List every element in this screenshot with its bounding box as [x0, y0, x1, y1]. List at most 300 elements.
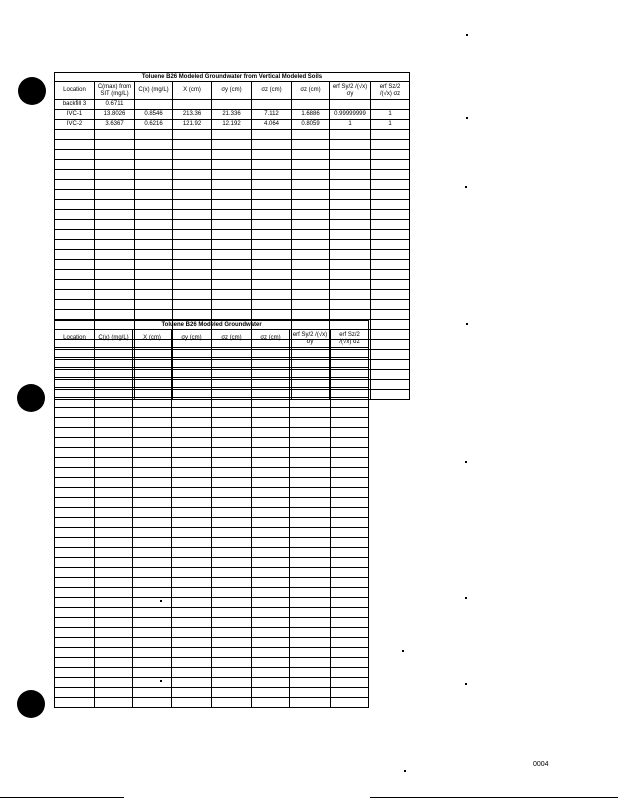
table-cell-empty: [290, 688, 331, 698]
table-cell-empty: [252, 628, 290, 638]
table-cell-empty: [330, 260, 371, 270]
table-cell-empty: [290, 588, 331, 598]
table-cell-empty: [252, 250, 292, 260]
table-cell-empty: [212, 170, 252, 180]
table-cell-empty: [371, 230, 410, 240]
table-cell-empty: [55, 518, 95, 528]
table-cell-empty: [330, 250, 371, 260]
table-cell-empty: [292, 310, 330, 320]
table-cell-empty: [95, 478, 133, 488]
table-cell-empty: [212, 250, 252, 260]
table-cell-empty: [95, 220, 135, 230]
table-cell-empty: [95, 528, 133, 538]
table-cell-empty: [173, 250, 212, 260]
table-cell-empty: [55, 418, 95, 428]
table-cell: 1: [330, 120, 371, 130]
table-row-empty: [55, 498, 369, 508]
table-cell-empty: [252, 290, 292, 300]
table-cell-empty: [95, 608, 133, 618]
table-cell-empty: [292, 140, 330, 150]
scan-speck: [160, 680, 162, 682]
table-cell-empty: [173, 130, 212, 140]
table-cell-empty: [371, 170, 410, 180]
table-cell-empty: [95, 160, 135, 170]
table-row-empty: [55, 280, 410, 290]
table-cell-empty: [290, 698, 331, 708]
table-cell-empty: [172, 628, 212, 638]
table-cell-empty: [292, 300, 330, 310]
table-cell-empty: [133, 588, 172, 598]
table-cell-empty: [172, 448, 212, 458]
table-row-empty: [55, 368, 369, 378]
table-cell-empty: [172, 538, 212, 548]
table-cell-empty: [172, 488, 212, 498]
table-cell-empty: [95, 538, 133, 548]
table-cell-empty: [212, 508, 252, 518]
table-cell-empty: [172, 688, 212, 698]
table2-header: σy (cm): [172, 330, 212, 348]
table-cell-empty: [55, 658, 95, 668]
table-cell-empty: [55, 698, 95, 708]
table-cell-empty: [135, 230, 173, 240]
page-number: 0004: [533, 761, 549, 768]
table-cell-empty: [172, 608, 212, 618]
table-cell-empty: [252, 558, 290, 568]
table-cell-empty: [212, 598, 252, 608]
table-cell-empty: [133, 678, 172, 688]
table-cell-empty: [330, 270, 371, 280]
table-cell-empty: [371, 280, 410, 290]
table-cell-empty: [290, 548, 331, 558]
table-cell-empty: [172, 428, 212, 438]
table-cell-empty: [331, 648, 369, 658]
table-cell-empty: [55, 458, 95, 468]
table-cell-empty: [212, 358, 252, 368]
table-cell-empty: [95, 368, 133, 378]
table-row-empty: [55, 468, 369, 478]
table-cell-empty: [371, 130, 410, 140]
table-cell-empty: [290, 598, 331, 608]
table-cell-empty: [290, 458, 331, 468]
table-cell-empty: [55, 578, 95, 588]
table-cell-empty: [212, 698, 252, 708]
table2-title: Toluene B26 Modeled Groundwater: [55, 321, 369, 330]
table-cell-empty: [133, 568, 172, 578]
table-cell-empty: [212, 398, 252, 408]
table-cell-empty: [292, 200, 330, 210]
table-row-empty: [55, 648, 369, 658]
table-cell-empty: [133, 538, 172, 548]
table-cell-empty: [252, 678, 290, 688]
table-cell-empty: [330, 200, 371, 210]
table-cell-empty: [330, 150, 371, 160]
table-cell-empty: [55, 250, 95, 260]
table2-header: erf Sy/2 /(√x) σy: [290, 330, 331, 348]
table-row-empty: [55, 558, 369, 568]
table-cell-empty: [55, 628, 95, 638]
table-cell-empty: [212, 280, 252, 290]
table-cell-empty: [330, 220, 371, 230]
table-cell: 13.8026: [95, 110, 135, 120]
table-cell-empty: [252, 648, 290, 658]
table-cell-empty: [173, 310, 212, 320]
table-cell: 121.92: [173, 120, 212, 130]
table-cell-empty: [55, 348, 95, 358]
table1-header: X (cm): [173, 82, 212, 100]
table-cell-empty: [133, 438, 172, 448]
table-cell-empty: [133, 488, 172, 498]
table-cell-empty: [252, 170, 292, 180]
table-row-empty: [55, 508, 369, 518]
table-cell-empty: [172, 528, 212, 538]
table-cell-empty: [212, 160, 252, 170]
table-cell-empty: [95, 150, 135, 160]
table-cell-empty: [55, 220, 95, 230]
table-cell-empty: [133, 518, 172, 528]
table-cell-empty: [212, 180, 252, 190]
table-cell-empty: [331, 448, 369, 458]
table-cell-empty: [135, 280, 173, 290]
table-cell-empty: [95, 678, 133, 688]
table-cell-empty: [252, 200, 292, 210]
table-cell-empty: [290, 408, 331, 418]
table-cell-empty: [133, 408, 172, 418]
table-row-empty: [55, 518, 369, 528]
table-cell-empty: [331, 368, 369, 378]
table-cell-empty: [252, 448, 290, 458]
table-cell-empty: [95, 498, 133, 508]
scan-edge-line: [370, 797, 618, 798]
table-cell: [212, 100, 252, 110]
table-cell-empty: [252, 230, 292, 240]
table-cell-empty: [252, 280, 292, 290]
table-cell-empty: [331, 428, 369, 438]
table-row-empty: [55, 568, 369, 578]
table-cell-empty: [331, 488, 369, 498]
table-cell-empty: [95, 200, 135, 210]
table-cell-empty: [371, 340, 410, 350]
table-row-empty: [55, 638, 369, 648]
table-cell-empty: [292, 190, 330, 200]
table-row-empty: [55, 628, 369, 638]
table2-header: σz (cm): [212, 330, 252, 348]
table-cell-empty: [95, 518, 133, 528]
table-row-empty: [55, 668, 369, 678]
table-cell-empty: [290, 578, 331, 588]
table-cell-empty: [330, 300, 371, 310]
table-cell-empty: [290, 558, 331, 568]
table-cell-empty: [330, 280, 371, 290]
scan-speck: [402, 650, 404, 652]
table-cell-empty: [252, 548, 290, 558]
binder-hole-top: [18, 77, 46, 105]
table-cell-empty: [95, 688, 133, 698]
table-cell-empty: [135, 190, 173, 200]
table-cell-empty: [290, 368, 331, 378]
table-cell: 21.336: [212, 110, 252, 120]
table-cell-empty: [133, 598, 172, 608]
table2-header-row: [55, 330, 369, 348]
table-cell-empty: [371, 310, 410, 320]
table-row-empty: [55, 448, 369, 458]
table-cell-empty: [212, 290, 252, 300]
table-row-empty: [55, 200, 410, 210]
table-cell-empty: [55, 180, 95, 190]
table-cell-empty: [55, 358, 95, 368]
table-cell-empty: [135, 260, 173, 270]
table-cell-empty: [212, 648, 252, 658]
table-cell-empty: [55, 200, 95, 210]
table-cell-empty: [95, 628, 133, 638]
table-cell-empty: [212, 230, 252, 240]
table-cell-empty: [331, 608, 369, 618]
table-cell-empty: [292, 130, 330, 140]
table-cell-empty: [252, 608, 290, 618]
table-row-empty: [55, 578, 369, 588]
table-cell-empty: [55, 398, 95, 408]
table-row-empty: [55, 598, 369, 608]
table1-header: Location: [55, 82, 95, 100]
table-cell-empty: [290, 508, 331, 518]
table-cell-empty: [290, 478, 331, 488]
table-cell-empty: [133, 628, 172, 638]
table-cell-empty: [290, 378, 331, 388]
table-cell-empty: [331, 538, 369, 548]
table1-header: σy (cm): [212, 82, 252, 100]
table-cell-empty: [55, 260, 95, 270]
table-cell-empty: [331, 388, 369, 398]
table-cell-empty: [292, 180, 330, 190]
table-cell-empty: [252, 150, 292, 160]
table-cell-empty: [135, 270, 173, 280]
table-cell-empty: [212, 270, 252, 280]
table-cell-empty: [133, 368, 172, 378]
table1-header: σz (cm): [252, 82, 292, 100]
table-cell-empty: [172, 438, 212, 448]
table-cell-empty: [212, 688, 252, 698]
table-cell-empty: [290, 568, 331, 578]
table-cell-empty: [55, 240, 95, 250]
table-cell-empty: [371, 390, 410, 400]
table-cell-empty: [133, 578, 172, 588]
table-cell-empty: [212, 618, 252, 628]
table-cell-empty: [290, 628, 331, 638]
table-cell-empty: [212, 578, 252, 588]
table-cell-empty: [172, 508, 212, 518]
table-cell-empty: [95, 508, 133, 518]
table-cell-empty: [95, 428, 133, 438]
table-row-empty: [55, 250, 410, 260]
table-cell: 1: [371, 120, 410, 130]
table-cell-empty: [55, 538, 95, 548]
table-row-empty: [55, 408, 369, 418]
table-cell-empty: [95, 290, 135, 300]
table-cell-empty: [330, 180, 371, 190]
table-cell-empty: [290, 668, 331, 678]
table-cell-empty: [172, 558, 212, 568]
table-cell-empty: [95, 458, 133, 468]
table-cell-empty: [252, 388, 290, 398]
table-cell-empty: [173, 260, 212, 270]
table-row-empty: [55, 260, 410, 270]
table-cell-empty: [212, 448, 252, 458]
table-cell-empty: [55, 300, 95, 310]
scan-speck: [465, 461, 467, 463]
table-cell-empty: [252, 140, 292, 150]
table-cell-empty: [95, 388, 133, 398]
table-cell-empty: [252, 618, 290, 628]
table-cell: 0.99999999: [330, 110, 371, 120]
table1-header: erf Sz/2 /(√x) σz: [371, 82, 410, 100]
table-cell-empty: [172, 348, 212, 358]
table-cell-empty: [172, 378, 212, 388]
table-cell-empty: [212, 428, 252, 438]
table-row-empty: [55, 428, 369, 438]
table-cell-empty: [330, 160, 371, 170]
table-cell-empty: [55, 368, 95, 378]
table-cell-empty: [135, 170, 173, 180]
table-cell: [135, 100, 173, 110]
table-cell-empty: [95, 348, 133, 358]
table-cell-empty: [331, 568, 369, 578]
table-cell: IVC-1: [55, 110, 95, 120]
table-cell-empty: [252, 688, 290, 698]
table-cell-empty: [212, 260, 252, 270]
table-cell-empty: [331, 678, 369, 688]
table-cell-empty: [371, 250, 410, 260]
table-cell-empty: [135, 160, 173, 170]
table-row-empty: [55, 220, 410, 230]
table-row-empty: [55, 588, 369, 598]
table-cell-empty: [133, 508, 172, 518]
table-cell-empty: [55, 130, 95, 140]
table-cell-empty: [55, 508, 95, 518]
table-cell-empty: [331, 628, 369, 638]
table-cell-empty: [371, 180, 410, 190]
table-cell-empty: [172, 698, 212, 708]
table-cell: 12.192: [212, 120, 252, 130]
table-cell-empty: [290, 648, 331, 658]
table-cell-empty: [172, 418, 212, 428]
table-cell-empty: [173, 150, 212, 160]
table-cell-empty: [55, 608, 95, 618]
table-cell-empty: [290, 638, 331, 648]
table-cell-empty: [252, 368, 290, 378]
table-cell-empty: [212, 210, 252, 220]
table-cell-empty: [95, 638, 133, 648]
table-cell-empty: [371, 160, 410, 170]
table-cell-empty: [173, 170, 212, 180]
table-cell-empty: [173, 270, 212, 280]
scan-speck: [465, 186, 467, 188]
table-cell-empty: [95, 398, 133, 408]
table-cell-empty: [252, 240, 292, 250]
table-cell-empty: [135, 150, 173, 160]
table-cell-empty: [252, 568, 290, 578]
table-cell-empty: [330, 290, 371, 300]
table-cell-empty: [331, 528, 369, 538]
scan-speck: [160, 600, 162, 602]
table-cell-empty: [212, 608, 252, 618]
table-cell-empty: [212, 378, 252, 388]
table-cell-empty: [55, 678, 95, 688]
table-row-empty: [55, 538, 369, 548]
table-row-empty: [55, 358, 369, 368]
table-cell-empty: [252, 588, 290, 598]
table-cell-empty: [252, 160, 292, 170]
table-row-empty: [55, 548, 369, 558]
table-cell-empty: [290, 348, 331, 358]
table-cell-empty: [212, 538, 252, 548]
table-cell-empty: [290, 438, 331, 448]
table-cell-empty: [212, 408, 252, 418]
table-row-empty: [55, 240, 410, 250]
table-cell-empty: [331, 578, 369, 588]
table-cell-empty: [55, 438, 95, 448]
table-cell-empty: [252, 408, 290, 418]
table-cell-empty: [133, 548, 172, 558]
table-cell-empty: [135, 250, 173, 260]
table-cell-empty: [252, 438, 290, 448]
table-row-empty: [55, 210, 410, 220]
table-row-empty: [55, 678, 369, 688]
table-cell-empty: [252, 478, 290, 488]
scan-speck: [466, 34, 468, 36]
table-cell-empty: [133, 618, 172, 628]
table-cell-empty: [252, 210, 292, 220]
table-cell-empty: [172, 678, 212, 688]
table-cell-empty: [173, 240, 212, 250]
table-cell-empty: [55, 280, 95, 290]
table-cell-empty: [212, 200, 252, 210]
table-cell-empty: [173, 230, 212, 240]
table-cell-empty: [252, 488, 290, 498]
table-cell-empty: [133, 688, 172, 698]
table-cell-empty: [95, 548, 133, 558]
table-cell-empty: [95, 648, 133, 658]
table1-header: C(x) (mg/L): [135, 82, 173, 100]
table-cell-empty: [95, 140, 135, 150]
scan-speck: [465, 597, 467, 599]
table-cell-empty: [133, 668, 172, 678]
table-cell-empty: [252, 498, 290, 508]
table-cell-empty: [252, 668, 290, 678]
table-cell-empty: [133, 468, 172, 478]
table-cell-empty: [212, 528, 252, 538]
table-cell-empty: [290, 528, 331, 538]
table-row-empty: [55, 130, 410, 140]
table-cell-empty: [55, 290, 95, 300]
table-cell-empty: [133, 608, 172, 618]
table-cell-empty: [292, 260, 330, 270]
table-cell-empty: [212, 638, 252, 648]
table-row-empty: [55, 270, 410, 280]
table-cell-empty: [330, 310, 371, 320]
table-cell-empty: [371, 330, 410, 340]
table-cell-empty: [290, 658, 331, 668]
table-cell-empty: [212, 668, 252, 678]
table-cell-empty: [55, 488, 95, 498]
table-row: [55, 100, 410, 110]
table2-header: Location: [55, 330, 95, 348]
table-cell-empty: [95, 488, 133, 498]
table-cell-empty: [95, 438, 133, 448]
table-cell-empty: [133, 348, 172, 358]
table-cell-empty: [95, 418, 133, 428]
table-cell-empty: [331, 408, 369, 418]
table-row-empty: [55, 488, 369, 498]
table-cell: [252, 100, 292, 110]
